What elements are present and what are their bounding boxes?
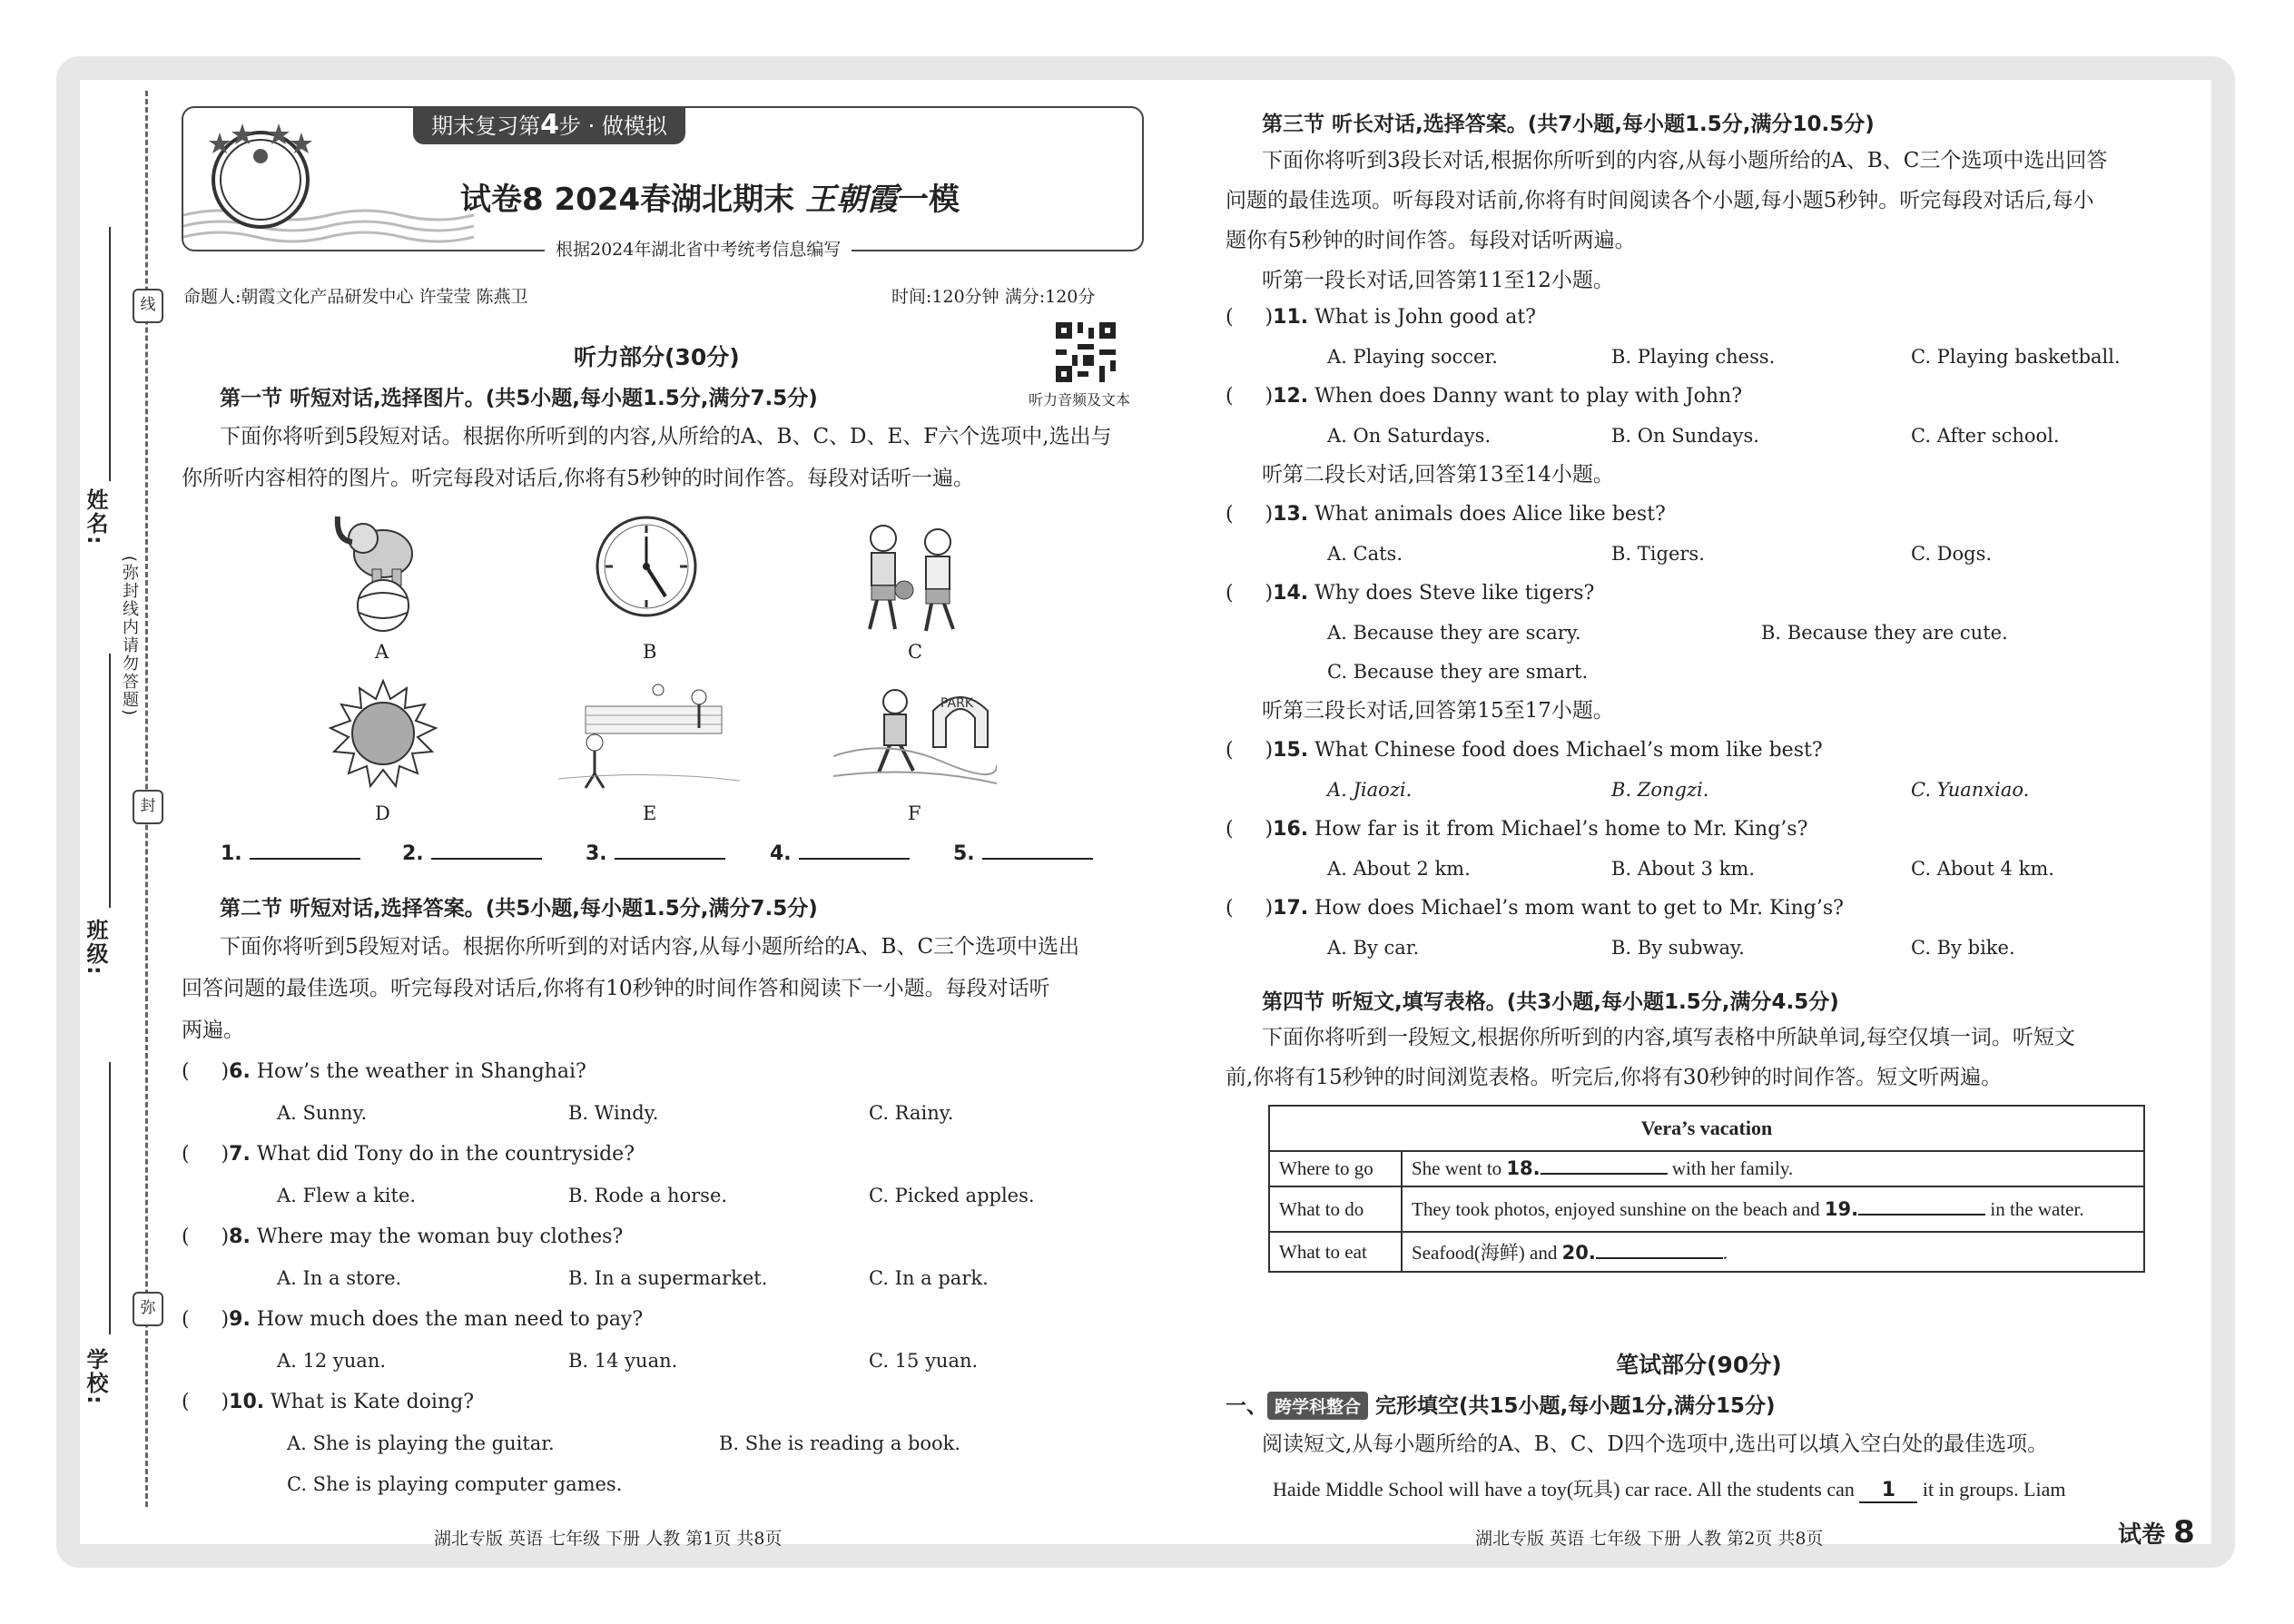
question-13: ( )13. What animals does Alice like best?	[1226, 503, 1666, 526]
q12-option-c[interactable]: C. After school.	[1911, 425, 2060, 447]
q13-option-a[interactable]: A. Cats.	[1327, 543, 1403, 565]
table-row	[1269, 1232, 2144, 1272]
qr-caption: 听力音频及文本	[1029, 391, 1131, 408]
class-label: 班级:	[83, 919, 108, 977]
picture-c-boys-playing-basketball	[842, 522, 979, 635]
section-4-intro-line1: 下面你将听到一段短文,根据你所听到的内容,填写表格中所缺单词,每空仅填一词。听短文	[1262, 1026, 2075, 1049]
section-2-intro-line1: 下面你将听到5段短对话。根据你所听到的对话内容,从每小题所给的A、B、C三个选项中选出	[220, 935, 1080, 959]
picture-label-b: B	[643, 641, 657, 663]
picture-d-sun	[327, 679, 440, 792]
dialogue-3-instruction: 听第三段长对话,回答第15至17小题。	[1262, 699, 1614, 723]
class-blank[interactable]	[109, 654, 111, 908]
vacation-table-title: Vera’s vacation	[1269, 1106, 2144, 1151]
q15-option-c[interactable]: C. Yuanxiao.	[1911, 779, 2030, 801]
q8-option-a[interactable]: A. In a store.	[277, 1267, 402, 1289]
row-content-what-do: They took photos, enjoyed sunshine on the beach and 19. in the water.	[1402, 1186, 2144, 1232]
question-11: ( )11. What is John good at?	[1226, 306, 1536, 329]
q15-option-b[interactable]: B. Zongzi.	[1611, 779, 1709, 801]
cloze-heading: 一、 跨学科整合 完形填空(共15小题,每小题1分,满分15分)	[1226, 1389, 1776, 1420]
row-label-what-eat: What to eat	[1269, 1232, 1402, 1272]
q17-option-b[interactable]: B. By subway.	[1611, 937, 1745, 959]
binding-mark-mi: 弥	[133, 1292, 163, 1326]
question-8: ( )8. Where may the woman buy clothes?	[182, 1225, 624, 1248]
exam-source-note: 根据2024年湖北省中考统考信息编写	[545, 236, 852, 261]
q8-option-c[interactable]: C. In a park.	[869, 1267, 989, 1289]
answer-blank-2[interactable]: 2.	[402, 842, 542, 865]
cloze-passage-line: Haide Middle School will have a toy(玩具) car race. All the students can 1 it in groups. Liam	[1273, 1478, 2066, 1501]
question-6: ( )6. How’s the weather in Shanghai?	[182, 1060, 586, 1083]
question-14: ( )14. Why does Steve like tigers?	[1226, 582, 1595, 605]
q14-option-a[interactable]: A. Because they are scary.	[1327, 622, 1581, 644]
exam-title: 试卷8 2024春湖北期末 王朝霞一模	[460, 182, 960, 218]
q17-option-c[interactable]: C. By bike.	[1911, 937, 2015, 959]
picture-a-elephant-on-ball	[327, 504, 436, 635]
q9-option-b[interactable]: B. 14 yuan.	[568, 1350, 678, 1372]
picture-b-clock	[595, 515, 699, 619]
answer-blank-4[interactable]: 4.	[770, 842, 910, 865]
answer-blank-1[interactable]: 1.	[221, 842, 360, 865]
picture-e-volleyball-game	[558, 679, 740, 792]
q7-option-b[interactable]: B. Rode a horse.	[568, 1185, 728, 1206]
cloze-blank-1[interactable]: 1	[1859, 1479, 1917, 1503]
q11-option-a[interactable]: A. Playing soccer.	[1327, 346, 1498, 368]
row-content-what-eat: Seafood(海鲜) and 20. .	[1402, 1232, 2144, 1272]
written-part-title: 笔试部分(90分)	[1616, 1352, 1782, 1378]
answer-blank-18[interactable]	[1541, 1173, 1668, 1175]
q14-option-c[interactable]: C. Because they are smart.	[1327, 661, 1589, 683]
school-label: 学校:	[83, 1348, 108, 1406]
q7-option-c[interactable]: C. Picked apples.	[869, 1185, 1035, 1206]
exam-authors: 命题人:朝霞文化产品研发中心 许莹莹 陈燕卫	[183, 287, 528, 307]
answer-blank-20[interactable]	[1596, 1257, 1723, 1259]
q16-option-a[interactable]: A. About 2 km.	[1327, 858, 1471, 880]
question-12: ( )12. When does Danny want to play with John?	[1226, 385, 1742, 408]
q17-option-a[interactable]: A. By car.	[1327, 937, 1420, 959]
section-3-intro-line1: 下面你将听到3段长对话,根据你所听到的内容,从每小题所给的A、B、C三个选项中选出回答	[1262, 149, 2108, 172]
table-row	[1269, 1186, 2144, 1232]
section-3-intro-line2: 问题的最佳选项。听每段对话前,你将有时间阅读各个小题,每小题5秒钟。听完每段对话后,每小	[1226, 189, 2094, 212]
school-blank[interactable]	[109, 1062, 111, 1334]
section-1-intro-line1: 下面你将听到5段短对话。根据你所听到的内容,从所给的A、B、C、D、E、F六个选项中,选出与	[220, 425, 1112, 448]
q6-option-b[interactable]: B. Windy.	[568, 1102, 659, 1124]
q15-option-a[interactable]: A. Jiaozi.	[1327, 779, 1413, 801]
picture-label-a: A	[375, 641, 389, 663]
q9-option-c[interactable]: C. 15 yuan.	[869, 1350, 979, 1372]
section-2-intro-line3: 两遍。	[182, 1019, 244, 1042]
cloze-intro: 阅读短文,从每小题所给的A、B、C、D四个选项中,选出可以填入空白处的最佳选项。	[1262, 1432, 2049, 1456]
section-2-intro-line2: 回答问题的最佳选项。听完每段对话后,你将有10秒钟的时间作答和阅读下一小题。每段对话听	[182, 977, 1050, 1000]
q11-option-c[interactable]: C. Playing basketball.	[1911, 346, 2121, 368]
paper-number-corner: 试卷 8	[2118, 1514, 2195, 1550]
answer-blank-19[interactable]	[1858, 1214, 1985, 1216]
question-10: ( )10. What is Kate doing?	[182, 1391, 474, 1413]
q16-option-b[interactable]: B. About 3 km.	[1611, 858, 1756, 880]
picture-label-f: F	[908, 802, 921, 824]
name-label: 姓名:	[83, 488, 108, 546]
question-15: ( )15. What Chinese food does Michael’s mom like best?	[1226, 739, 1823, 762]
section-3-intro-line3: 题你有5秒钟的时间作答。每段对话听两遍。	[1226, 229, 1636, 252]
name-blank[interactable]	[109, 227, 111, 481]
section-4-title: 第四节 听短文,填写表格。(共3小题,每小题1.5分,满分4.5分)	[1262, 990, 1839, 1014]
question-17: ( )17. How does Michael’s mom want to get to Mr. King’s?	[1226, 897, 1844, 920]
vacation-table	[1268, 1105, 2145, 1273]
question-16: ( )16. How far is it from Michael’s home to Mr. King’s?	[1226, 818, 1808, 841]
question-7: ( )7. What did Tony do in the countryside?	[182, 1143, 635, 1166]
table-row	[1269, 1151, 2144, 1186]
section-4-intro-line2: 前,你将有15秒钟的时间浏览表格。听完后,你将有30秒钟的时间作答。短文听两遍。	[1226, 1066, 2003, 1089]
question-9: ( )9. How much does the man need to pay?	[182, 1308, 644, 1331]
q6-option-c[interactable]: C. Rainy.	[869, 1102, 954, 1124]
q12-option-b[interactable]: B. On Sundays.	[1611, 425, 1759, 447]
qr-code-icon[interactable]	[1056, 322, 1116, 386]
review-step-tab: 期末复习第4步 · 做模拟	[413, 106, 685, 144]
picture-label-d: D	[375, 802, 390, 824]
q10-option-a[interactable]: A. She is playing the guitar.	[287, 1432, 555, 1454]
q7-option-a[interactable]: A. Flew a kite.	[277, 1185, 417, 1206]
picture-label-e: E	[643, 802, 657, 824]
listening-part-title: 听力部分(30分)	[574, 344, 740, 370]
q13-option-b[interactable]: B. Tigers.	[1611, 543, 1705, 565]
publisher-logo	[192, 116, 329, 238]
footer-page-2: 湖北专版 英语 七年级 下册 人教 第2页 共8页	[1475, 1529, 1824, 1549]
q13-option-c[interactable]: C. Dogs.	[1911, 543, 1993, 565]
q10-option-c[interactable]: C. She is playing computer games.	[287, 1473, 623, 1495]
answer-blank-3[interactable]: 3.	[586, 842, 725, 865]
section-1-intro-line2: 你所听内容相符的图片。听完每段对话后,你将有5秒钟的时间作答。每段对话听一遍。	[182, 467, 974, 490]
row-label-where: Where to go	[1269, 1151, 1402, 1186]
q11-option-b[interactable]: B. Playing chess.	[1611, 346, 1776, 368]
row-label-what-do: What to do	[1269, 1186, 1402, 1232]
q8-option-b[interactable]: B. In a supermarket.	[568, 1267, 768, 1289]
cross-subject-tag: 跨学科整合	[1267, 1392, 1368, 1420]
picture-f-boy-walking-to-park	[833, 674, 997, 792]
answer-blank-5[interactable]: 5.	[953, 842, 1093, 865]
q6-option-a[interactable]: A. Sunny.	[277, 1102, 368, 1124]
section-1-title: 第一节 听短对话,选择图片。(共5小题,每小题1.5分,满分7.5分)	[220, 387, 818, 410]
section-3-title: 第三节 听长对话,选择答案。(共7小题,每小题1.5分,满分10.5分)	[1262, 113, 1875, 136]
section-2-title: 第二节 听短对话,选择答案。(共5小题,每小题1.5分,满分7.5分)	[220, 897, 818, 920]
binding-mark-line: 线	[133, 289, 163, 323]
q16-option-c[interactable]: C. About 4 km.	[1911, 858, 2054, 880]
footer-page-1: 湖北专版 英语 七年级 下册 人教 第1页 共8页	[434, 1529, 783, 1549]
row-content-where: She went to 18. with her family.	[1402, 1151, 2144, 1186]
q14-option-b[interactable]: B. Because they are cute.	[1761, 622, 2008, 644]
q9-option-a[interactable]: A. 12 yuan.	[277, 1350, 387, 1372]
picture-label-c: C	[908, 641, 923, 663]
binding-mark-seal: 封	[133, 790, 163, 824]
dialogue-2-instruction: 听第二段长对话,回答第13至14小题。	[1262, 463, 1614, 487]
q10-option-b[interactable]: B. She is reading a book.	[719, 1432, 961, 1454]
binding-note: (弥封线内请勿答题)	[120, 556, 139, 718]
exam-time-score: 时间:120分钟 满分:120分	[891, 287, 1096, 307]
q12-option-a[interactable]: A. On Saturdays.	[1327, 425, 1492, 447]
dialogue-1-instruction: 听第一段长对话,回答第11至12小题。	[1262, 269, 1614, 292]
svg-text:PARK: PARK	[940, 696, 974, 711]
